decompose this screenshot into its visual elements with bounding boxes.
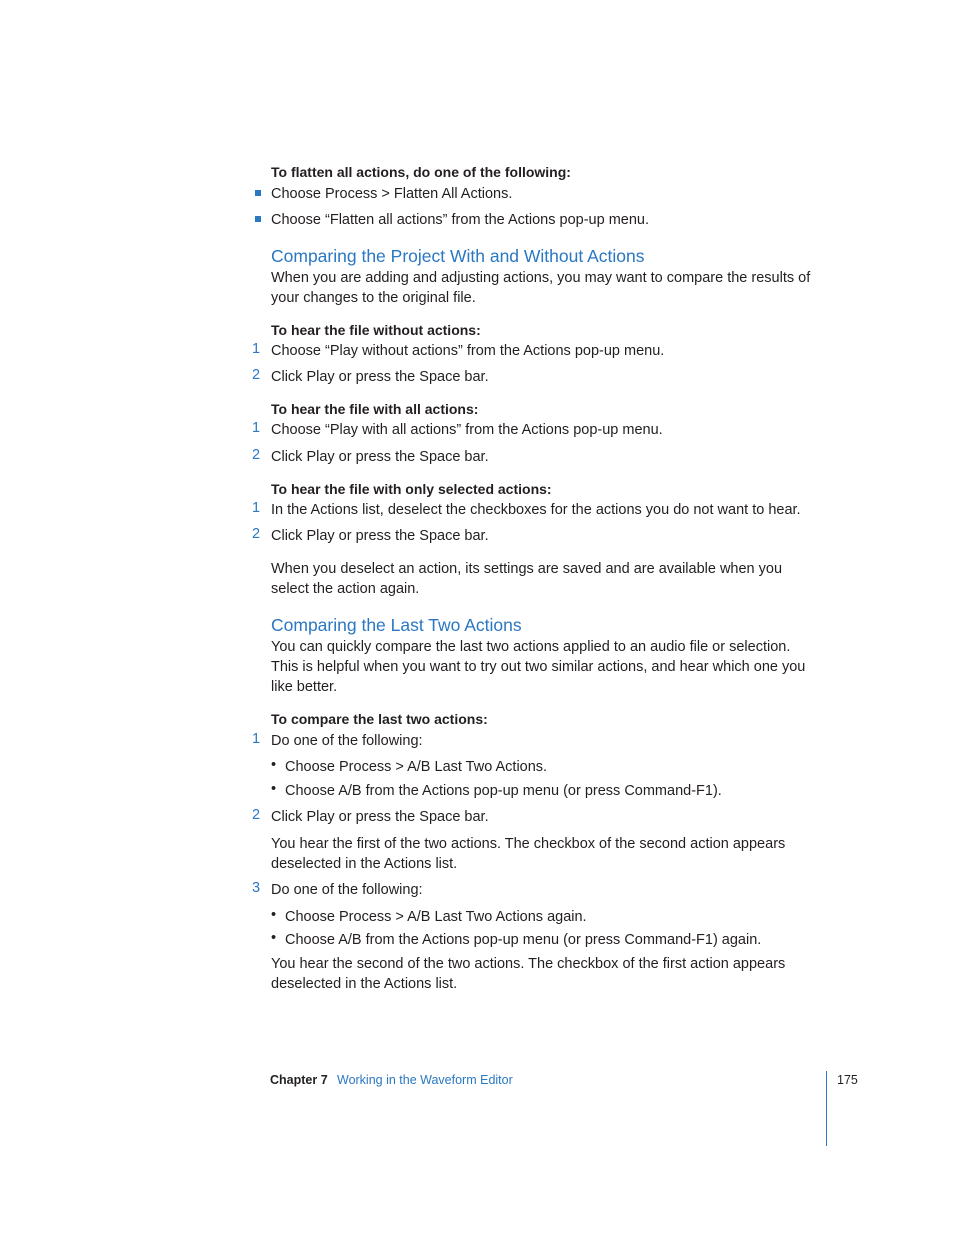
bullet-square-icon (255, 190, 261, 196)
section-heading: Comparing the Last Two Actions (271, 615, 522, 635)
flatten-lead: To flatten all actions, do one of the following: (271, 164, 571, 180)
step-number: 2 (252, 367, 261, 383)
step-text: Click Play or press the Space bar. (271, 369, 489, 385)
bullet-square-icon (255, 216, 261, 222)
procedure-lead: To compare the last two actions: (271, 711, 488, 727)
section-intro: You can quickly compare the last two actions applied to an audio file or selection. This is helpful when you want to try out two similar actions, and hear which one you like better. (271, 639, 806, 695)
section-intro: When you are adding and adjusting actions, you may want to compare the results of your changes to the original file. (271, 270, 811, 306)
procedure-lead: To hear the file with all actions: (271, 401, 479, 417)
step-text: In the Actions list, deselect the checkboxes for the actions you do not want to hear. (271, 502, 801, 518)
step-number: 2 (252, 447, 261, 463)
step-number: 1 (252, 500, 261, 516)
procedure-lead: To hear the file without actions: (271, 322, 481, 338)
flatten-item: Choose Process > Flatten All Actions. (271, 186, 513, 202)
note-paragraph: When you deselect an action, its settings are saved and are available when you select the action again. (271, 561, 783, 597)
step-number: 1 (252, 420, 261, 436)
sub-bullet-text: Choose Process > A/B Last Two Actions. (285, 759, 548, 775)
step-text: Choose “Play with all actions” from the Actions pop-up menu. (271, 422, 663, 438)
step-text: Do one of the following: (271, 733, 423, 749)
step-text: Click Play or press the Space bar. (271, 528, 489, 544)
bullet-dot-icon: • (271, 757, 277, 773)
step-number: 2 (252, 526, 261, 542)
section-heading: Comparing the Project With and Without Actions (271, 246, 645, 266)
page-number: 175 (837, 1073, 858, 1087)
note-paragraph: You hear the second of the two actions. The checkbox of the first action appears deselected in the Actions list. (271, 956, 786, 992)
note-paragraph: You hear the first of the two actions. The checkbox of the second action appears deselected in the Actions list. (271, 836, 786, 872)
sub-bullet-text: Choose A/B from the Actions pop-up menu (or press Command-F1) again. (285, 932, 762, 948)
step-number: 2 (252, 807, 261, 823)
bullet-dot-icon: • (271, 781, 277, 797)
step-text: Choose “Play without actions” from the Actions pop-up menu. (271, 343, 665, 359)
step-number: 1 (252, 731, 261, 747)
footer-divider (826, 1071, 827, 1146)
step-number: 3 (252, 880, 261, 896)
step-text: Do one of the following: (271, 882, 423, 898)
footer-chapter: Chapter 7 (270, 1073, 328, 1087)
bullet-dot-icon: • (271, 930, 277, 946)
step-text: Click Play or press the Space bar. (271, 449, 489, 465)
footer-chapter-title: Working in the Waveform Editor (337, 1073, 513, 1087)
sub-bullet-text: Choose A/B from the Actions pop-up menu (or press Command-F1). (285, 783, 722, 799)
step-number: 1 (252, 341, 261, 357)
bullet-dot-icon: • (271, 907, 277, 923)
sub-bullet-text: Choose Process > A/B Last Two Actions again. (285, 909, 587, 925)
procedure-lead: To hear the file with only selected actions: (271, 481, 552, 497)
step-text: Click Play or press the Space bar. (271, 809, 489, 825)
flatten-item: Choose “Flatten all actions” from the Actions pop-up menu. (271, 212, 649, 228)
